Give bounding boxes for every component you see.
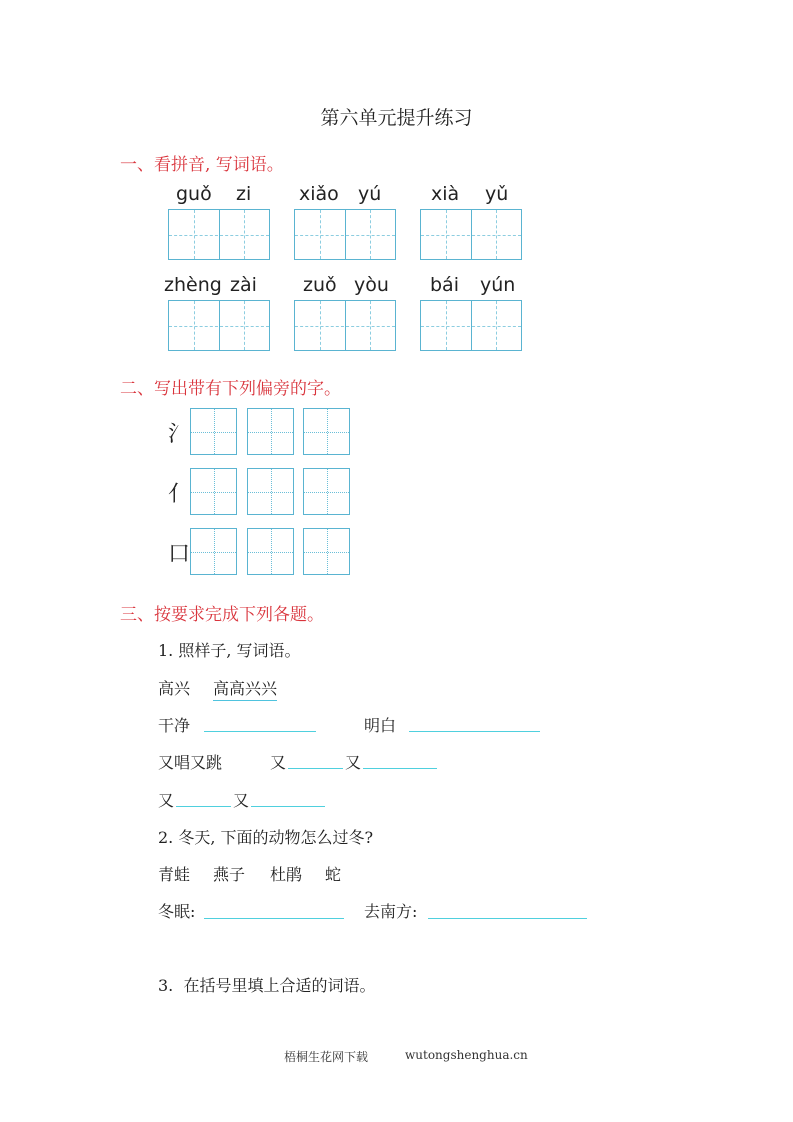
answer-blank[interactable]: [251, 806, 325, 807]
pinyin: bái: [430, 274, 459, 296]
character-box[interactable]: [303, 468, 350, 515]
footer-site-url: wutongshenghua.cn: [405, 1048, 528, 1062]
footer-site-name: 梧桐生花网下载: [284, 1050, 369, 1064]
answer-blank[interactable]: [204, 918, 344, 919]
writing-grid-box[interactable]: [168, 300, 270, 351]
character-box[interactable]: [247, 408, 294, 455]
character-box[interactable]: [247, 468, 294, 515]
pinyin: zài: [230, 274, 257, 296]
answer-blank[interactable]: [363, 768, 437, 769]
radical-label: 亻: [168, 482, 191, 507]
character-box[interactable]: [247, 528, 294, 575]
you-char: 又: [233, 791, 250, 810]
pinyin: yòu: [354, 274, 389, 296]
question-3-label: 3. 在括号里填上合适的词语。: [158, 976, 376, 995]
character-box[interactable]: [190, 528, 237, 575]
you-char: 又: [158, 791, 175, 810]
go-south-label: 去南方:: [364, 902, 418, 921]
answer-blank[interactable]: [288, 768, 343, 769]
example-phrase: 又唱又跳: [158, 753, 223, 772]
you-char: 又: [345, 753, 362, 772]
writing-grid-box[interactable]: [294, 209, 396, 260]
word-mingbai: 明白: [364, 716, 397, 735]
writing-grid-box[interactable]: [420, 209, 522, 260]
writing-grid-box[interactable]: [168, 209, 270, 260]
question-2-label: 2. 冬天, 下面的动物怎么过冬?: [158, 828, 374, 847]
pinyin: yú: [358, 183, 382, 205]
pinyin: xiǎo: [299, 183, 339, 205]
hibernate-label: 冬眠:: [158, 902, 196, 921]
pinyin: guǒ: [176, 183, 212, 205]
page-title: 第六单元提升练习: [320, 107, 473, 129]
writing-grid-box[interactable]: [420, 300, 522, 351]
section2-heading: 二、写出带有下列偏旁的字。: [120, 379, 341, 399]
animal-item: 杜鹃: [270, 865, 303, 884]
pinyin: yǔ: [485, 183, 509, 205]
answer-blank[interactable]: [204, 731, 316, 732]
pinyin: zhèng: [164, 274, 222, 296]
character-box[interactable]: [303, 408, 350, 455]
answer-blank[interactable]: [176, 806, 231, 807]
section1-heading: 一、看拼音, 写词语。: [120, 155, 284, 175]
example-answer: 高高兴兴: [213, 676, 277, 701]
you-char: 又: [270, 753, 287, 772]
animal-item: 燕子: [213, 865, 246, 884]
pinyin: zi: [236, 183, 252, 205]
character-box[interactable]: [190, 468, 237, 515]
answer-blank[interactable]: [409, 731, 540, 732]
word-ganjing: 干净: [158, 716, 191, 735]
question-1-label: 1. 照样子, 写词语。: [158, 641, 301, 660]
animal-item: 蛇: [325, 865, 342, 884]
animal-item: 青蛙: [158, 865, 191, 884]
radical-label: 口: [168, 542, 191, 567]
radical-label: 氵: [168, 422, 191, 447]
character-box[interactable]: [303, 528, 350, 575]
section3-heading: 三、按要求完成下列各题。: [120, 605, 324, 625]
character-box[interactable]: [190, 408, 237, 455]
pinyin: xià: [431, 183, 460, 205]
answer-blank[interactable]: [428, 918, 587, 919]
pinyin: zuǒ: [303, 274, 337, 296]
writing-grid-box[interactable]: [294, 300, 396, 351]
example-word: 高兴: [158, 679, 191, 698]
pinyin: yún: [480, 274, 516, 296]
